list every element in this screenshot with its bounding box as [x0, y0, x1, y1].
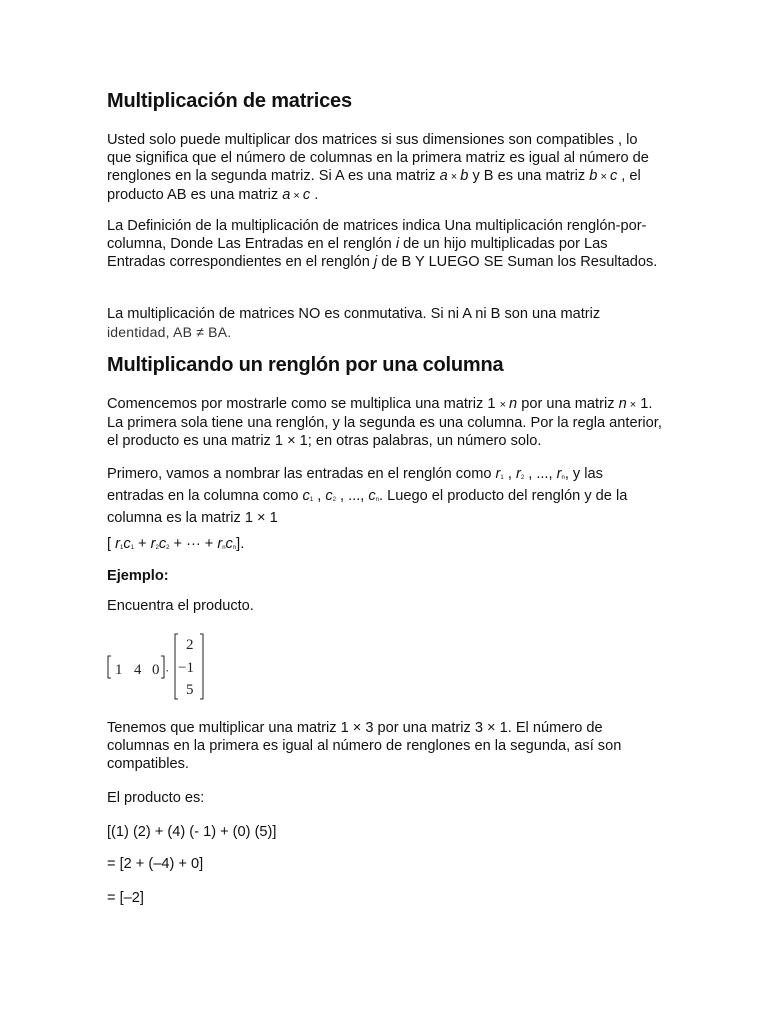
row-entry: 0 [152, 662, 160, 678]
math-subscript: 2 [166, 545, 170, 551]
math-var: j [373, 254, 378, 270]
text-segment: + [133, 536, 151, 552]
math-subscript: 1 [119, 545, 124, 551]
text-segment: de un hijo multiplicadas por Las Entradas correspondientes en el renglón [107, 236, 608, 270]
math-var: c [302, 488, 310, 504]
math-times: × [626, 399, 637, 411]
math-subscript: 2 [155, 545, 159, 551]
text-segment: . [310, 187, 319, 203]
math-var: n [618, 396, 627, 412]
example-label: Ejemplo: [107, 568, 169, 584]
math-var: c [368, 488, 376, 504]
math-var: c [302, 187, 311, 203]
text-segment: , ..., [335, 488, 369, 504]
math-subscript: n [561, 475, 565, 481]
product-step-2: = [2 + (–4) + 0] [107, 856, 204, 872]
math-var: r [556, 466, 562, 482]
text-segment: , ..., [524, 466, 557, 482]
row-entry: 4 [134, 662, 142, 678]
math-var: r [115, 536, 120, 552]
text-segment: La multiplicación de matrices NO es conmutativa. Si ni A ni B son una matriz [107, 306, 601, 322]
math-subscript: 1 [309, 497, 314, 503]
text-segment: La Definición de la multiplicación de matrices indica Una multiplicación renglón-por-columna, Donde Las Entradas en el renglón [107, 218, 647, 252]
math-var: b [460, 168, 469, 184]
text-segment: , [313, 488, 326, 504]
text-segment: , y las entradas en la columna como [107, 466, 603, 504]
math-var: r [217, 536, 223, 552]
paragraph-entries [107, 465, 662, 527]
text-segment: ]. [236, 536, 245, 552]
math-subscript: 1 [500, 475, 504, 481]
text-segment: + ··· + [169, 536, 218, 552]
text-segment: y B es una matriz [468, 168, 590, 184]
page-title: Multiplicación de matrices [107, 90, 352, 112]
paragraph-row-column [107, 395, 662, 450]
example-prompt: Encuentra el producto. [107, 598, 254, 614]
math-subscript: n [232, 545, 237, 551]
column-entry: −1 [178, 660, 194, 676]
text-segment: por una matriz [517, 396, 619, 412]
text-segment: , [503, 466, 516, 482]
product-step-1: [(1) (2) + (4) (- 1) + (0) (5)] [107, 824, 277, 840]
math-var: r [515, 466, 521, 482]
math-times: × [290, 190, 303, 202]
text-segment: . Luego el producto del renglón y de la columna es la matriz 1 × 1 [107, 488, 628, 526]
text-segment: Comencemos por mostrarle como se multiplica una matriz 1 [107, 396, 500, 412]
math-times: × [597, 171, 610, 183]
math-times: × [447, 171, 461, 183]
math-var: a [282, 187, 291, 203]
math-var: i [395, 236, 400, 252]
column-entry: 2 [186, 637, 194, 653]
math-var: b [589, 168, 598, 184]
row-bracket-left [108, 656, 111, 678]
math-subscript: 2 [332, 497, 336, 503]
paragraph-compatible-example: Tenemos que multiplicar una matriz 1 × 3 por una matriz 3 × 1. El número de columnas en la primera es igual al número de renglones en la segunda, así son compatibles. [107, 720, 622, 772]
math-var: a [439, 168, 448, 184]
math-var: c [225, 536, 233, 552]
paragraph-definition [107, 217, 662, 271]
math-subscript: 2 [520, 475, 525, 481]
math-times: × [499, 399, 510, 411]
matrix-product-figure [107, 633, 217, 701]
formula-row-by-column [107, 535, 662, 557]
text-segment: Usted solo puede multiplicar dos matrices si sus dimensiones son compatibles , lo que significa que el número de columnas en la primera matriz es igual al número de renglones en la segunda matriz. Si A es una matriz [107, 132, 649, 184]
math-var: c [325, 488, 333, 504]
text-segment: identidad, AB ≠ BA. [107, 324, 232, 340]
row-entry: 1 [115, 662, 123, 678]
text-segment: Primero, vamos a nombrar las entradas en el renglón como [107, 466, 496, 482]
math-var: r [150, 536, 156, 552]
math-var: r [495, 466, 501, 482]
math-subscript: n [375, 497, 380, 503]
math-var: c [609, 168, 618, 184]
math-var: n [509, 396, 518, 412]
text-segment: , el producto AB es una matriz [107, 168, 641, 203]
column-entry: 5 [186, 682, 194, 698]
math-subscript: 1 [130, 545, 134, 551]
product-label: El producto es: [107, 790, 205, 806]
row-bracket-right [161, 656, 164, 678]
math-var: c [123, 536, 131, 552]
section-heading: Multiplicando un renglón por una columna [107, 354, 504, 376]
text-segment: 1. La primera sola tiene una renglón, y la segunda es una columna. Por la regla anterior, el producto es una matriz 1 × 1; en otras palabras, un número solo. [107, 396, 662, 449]
math-var: c [158, 536, 167, 552]
text-segment: de B Y LUEGO SE Suman los Resultados. [377, 254, 658, 270]
text-segment: [ [107, 536, 116, 552]
math-subscript: n [222, 545, 226, 551]
product-step-3: = [–2] [107, 890, 144, 906]
paragraph-compatibility [107, 131, 662, 205]
column-bracket-right [200, 634, 203, 699]
paragraph-commutative [107, 305, 662, 342]
multiply-dot: · [165, 663, 170, 678]
